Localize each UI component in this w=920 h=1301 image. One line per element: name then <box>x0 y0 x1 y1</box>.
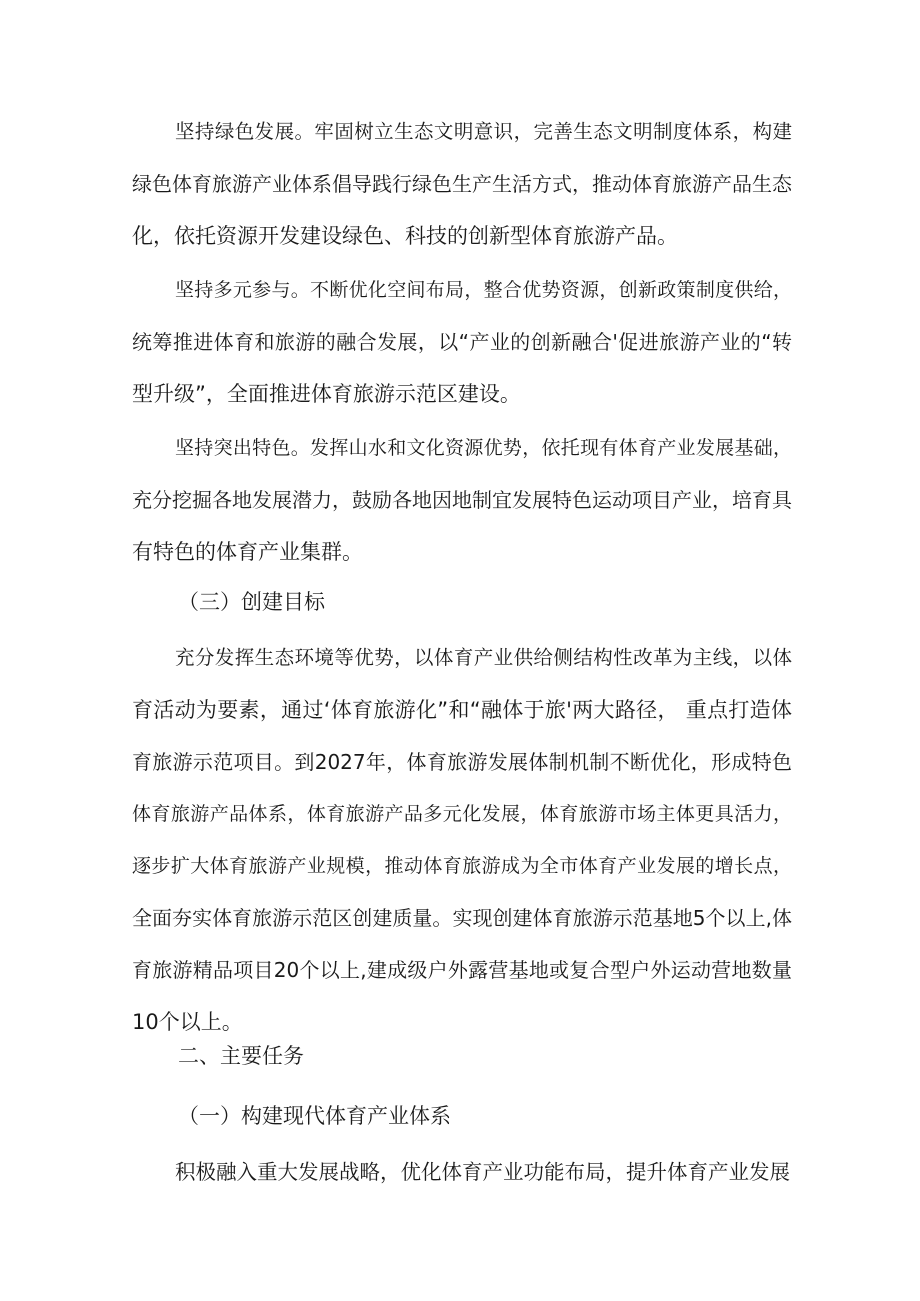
text-line: 育活动为要素，通过‘体育旅游化”和“融体于旅'两大路径， 重点打造体 <box>132 698 792 722</box>
text-line: 绿色体育旅游产业体系倡导践行绿色生产生活方式，推动体育旅游产品生态 <box>132 172 792 196</box>
text-line: 逐步扩大体育旅游产业规模，推动体育旅游成为全市体育产业发展的增长点， <box>132 855 792 877</box>
text-line: 有特色的体育产业集群。 <box>132 540 363 564</box>
paragraph-green-development <box>132 106 792 262</box>
text-line: 积极融入重大发展战略，优化体育产业功能布局，提升体育产业发展 <box>175 1160 790 1184</box>
text-line: 坚持突出特色。发挥山水和文化资源优势，依托现有体育产业发展基础， <box>175 437 792 459</box>
paragraph-tasks-intro <box>132 1146 792 1198</box>
paragraph-diverse-participation <box>132 264 792 420</box>
text-line: 育旅游精品项目20个以上,建成级户外露营基地或复合型户外运动营地数量 <box>132 958 792 982</box>
text-line: 体育旅游产品体系，体育旅游产品多元化发展，体育旅游市场主体更具活力， <box>132 803 792 825</box>
text-line: 统筹推进体育和旅游的融合发展，以“产业的创新融合'促进旅游产业的“转 <box>132 330 792 354</box>
text-line: 育旅游示范项目。到2027年，体育旅游发展体制机制不断优化，形成特色 <box>132 750 792 774</box>
paragraph-highlight-features <box>132 422 792 578</box>
text-line: 充分发挥生态环境等优势，以体育产业供给侧结构性改革为主线，以体 <box>175 646 792 669</box>
heading-section-goal: （三）创建目标 <box>178 590 325 614</box>
text-line: 化，依托资源开发建设绿色、科技的创新型体育旅游产品。 <box>132 224 678 248</box>
text-line: 坚持绿色发展。牢固树立生态文明意识，完善生态文明制度体系，构建 <box>175 120 792 143</box>
heading-main-tasks: 二、主要任务 <box>178 1044 304 1068</box>
text-line: 充分挖掘各地发展潜力，鼓励各地因地制宜发展特色运动项目产业，培育具 <box>132 488 792 512</box>
text-line: 型升级”，全面推进体育旅游示范区建设。 <box>132 382 521 406</box>
text-line: 全面夯实体育旅游示范区创建质量。实现创建体育旅游示范基地5个以上,体 <box>132 906 792 930</box>
paragraph-goal-details <box>132 632 792 1048</box>
text-line: 坚持多元参与。不断优化空间布局，整合优势资源，创新政策制度供给， <box>175 279 792 301</box>
heading-task-one: （一）构建现代体育产业体系 <box>178 1104 451 1128</box>
text-line: 10个以上。 <box>132 1010 243 1034</box>
